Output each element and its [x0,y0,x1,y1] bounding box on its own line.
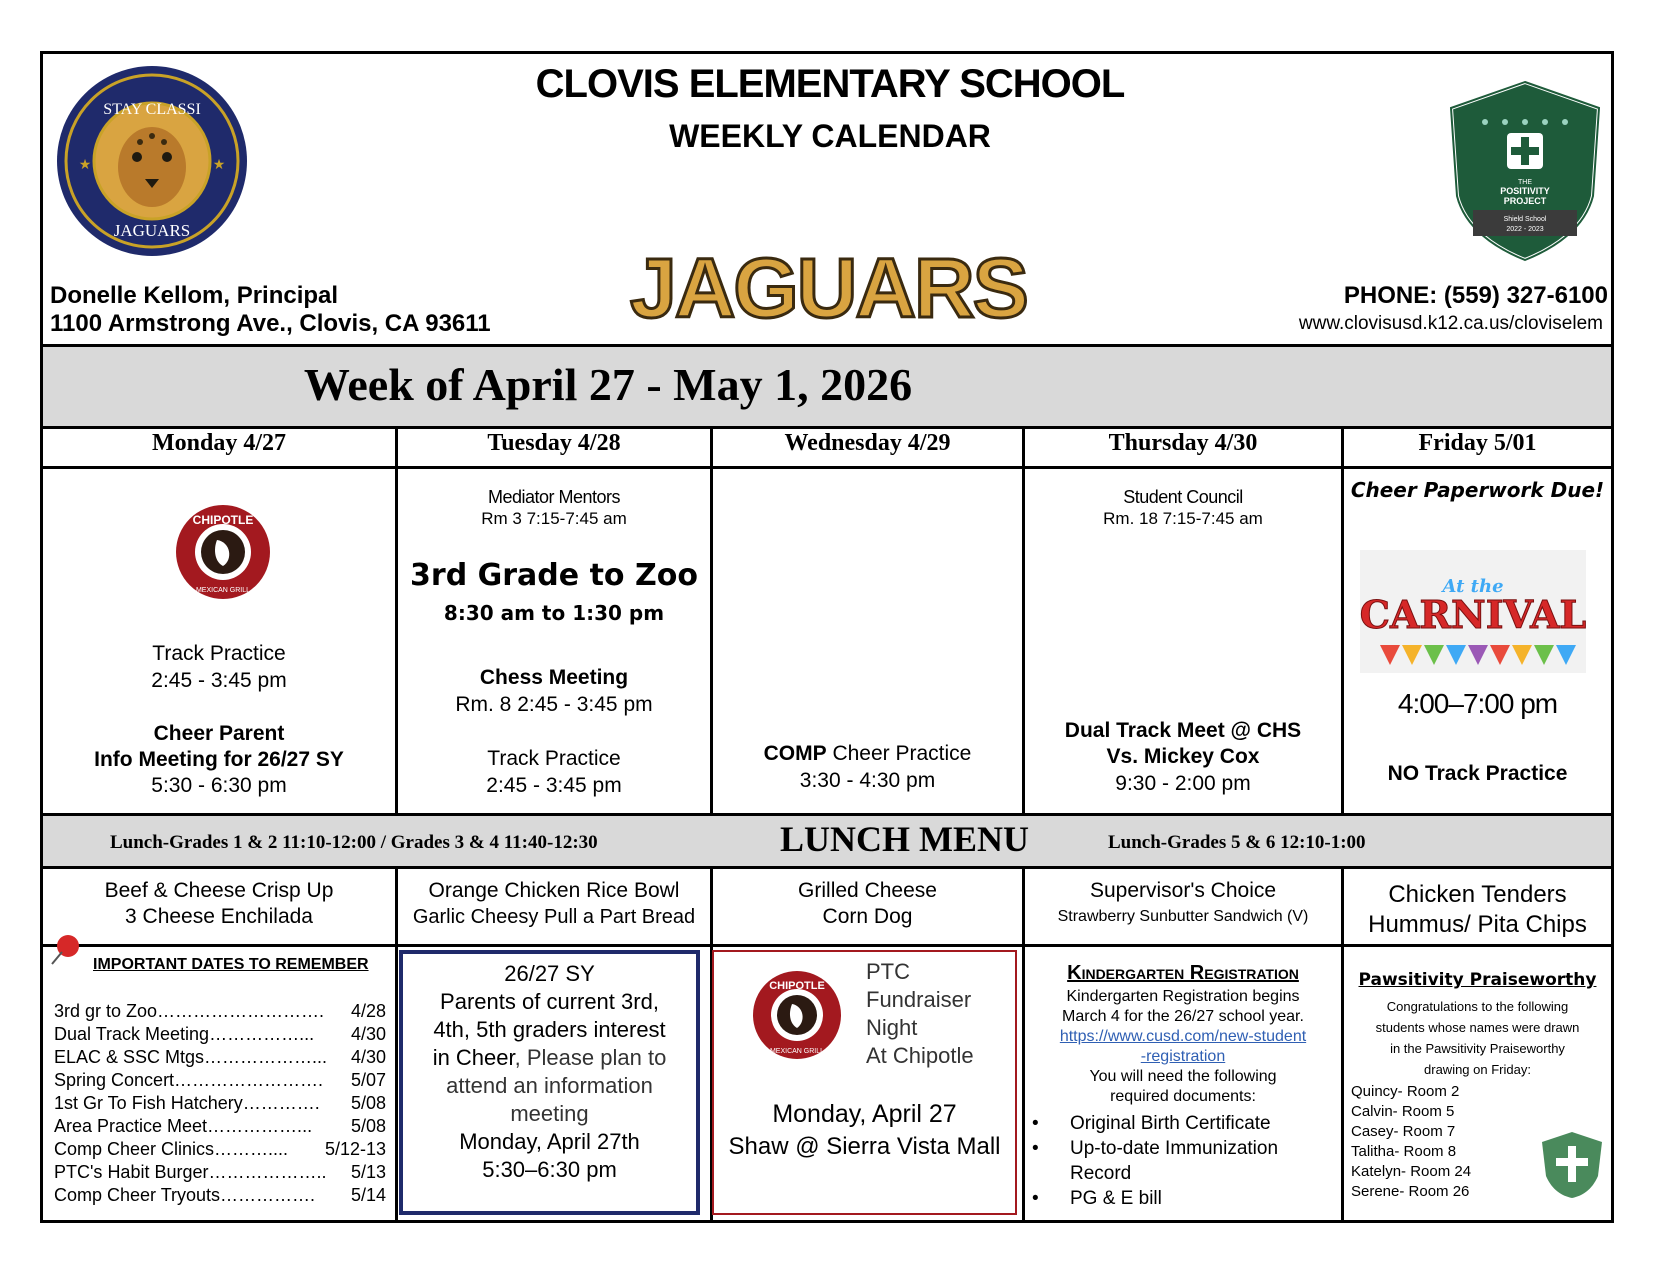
lunch-friday: Chicken Tenders Hummus/ Pita Chips [1368,881,1587,938]
school-name: CLOVIS ELEMENTARY SCHOOL [535,62,1125,106]
student-item: Katelyn- Room 24 [1351,1163,1472,1180]
student-item: Serene- Room 26 [1351,1183,1470,1200]
lunch-wednesday: Grilled Cheese Corn Dog [798,879,937,928]
cheer-info-box: 26/27 SY Parents of current 3rd, 4th, 5th graders interest in Cheer, Please plan to attend an information meeting Monday, April 27th 5:30–6:30 pm [399,950,700,1215]
kinder-info: Kindergarten Registration begins March 4 for the 26/27 school year. https://www.cusd.com/new-student -registration You will need the following required documents: [1025,987,1341,1107]
date-item: ELAC & SSC Mtgs………………... 4/30 [54,1047,386,1067]
ptc-fundraiser-box [712,950,1017,1215]
tuesday-chess-time: Rm. 8 2:45 - 3:45 pm [455,693,653,716]
positivity-shield-small-icon [1540,1130,1604,1200]
day-header-thursday: Thursday 4/30 [1108,430,1258,456]
svg-text:THE: THE [1518,179,1532,186]
svg-text:POSITIVITY: POSITIVITY [1500,186,1550,196]
monday-cheer-line1: Cheer Parent [153,722,285,745]
monday-cheer-time: 5:30 - 6:30 pm [151,774,287,797]
logo-top-text: STAY CLASSI [103,101,201,118]
kinder-docs-list: • Original Birth Certificate • Up-to-date Immunization Record • PG & E bill [1032,1113,1279,1209]
svg-text:★: ★ [212,156,226,172]
svg-text:PROJECT: PROJECT [1503,196,1547,206]
tuesday-track-time: 2:45 - 3:45 pm [486,774,622,797]
pawsitivity-title: Pawsitivity Praiseworthy [1358,970,1597,990]
tuesday-zoo-title: 3rd Grade to Zoo [410,558,698,593]
svg-text:CARNIVAL: CARNIVAL [1360,592,1586,637]
day-header-tuesday: Tuesday 4/28 [487,430,621,456]
thursday-meet-line2: Vs. Mickey Cox [1106,745,1260,768]
friday-no-track: NO Track Practice [1387,762,1568,785]
thursday-meet-line1: Dual Track Meet @ CHS [1064,719,1302,742]
date-item: 1st Gr To Fish Hatchery…………. 5/08 [54,1093,386,1113]
lunch-monday: Beef & Cheese Crisp Up 3 Cheese Enchilada [104,879,334,928]
svg-text:At the: At the [1442,576,1504,597]
date-item: Spring Concert……………………. 5/07 [54,1070,386,1090]
jaguars-title: JAGUARS [630,241,1027,335]
student-item: Calvin- Room 5 [1351,1103,1455,1120]
carnival-image [1360,550,1586,673]
day-header-friday: Friday 5/01 [1418,430,1537,456]
lunch-times-right: Lunch-Grades 5 & 6 12:10-1:00 [1108,832,1366,853]
lunch-tuesday: Orange Chicken Rice Bowl Garlic Cheesy Pull a Part Bread [412,879,696,928]
date-item: 3rd gr to Zoo………………………. 4/28 [54,1001,386,1021]
tuesday-chess-title: Chess Meeting [479,666,629,689]
kinder-title: Kindergarten Registration [1067,962,1299,984]
important-dates-list [54,1000,386,1207]
ptc-date: Monday, April 27 [772,1100,957,1128]
date-item: Comp Cheer Tryouts……………. 5/14 [54,1185,386,1205]
pushpin-icon [48,932,84,968]
pawsitivity-intro: Congratulations to the following students whose names were drawn in the Pawsitivity Praiseworthy drawing on Friday: [1375,999,1580,1077]
monday-cheer-line2: Info Meeting for 26/27 SY [94,748,344,771]
svg-text:MEXICAN GRILL: MEXICAN GRILL [195,587,251,594]
student-item: Quincy- Room 2 [1351,1083,1460,1100]
student-item: Talitha- Room 8 [1351,1143,1457,1160]
monday-track-time: 2:45 - 3:45 pm [151,669,287,692]
date-item: Area Practice Meet……………... 5/08 [54,1116,386,1136]
thursday-meet-time: 9:30 - 2:00 pm [1115,772,1251,795]
important-dates-title: IMPORTANT DATES TO REMEMBER [93,956,369,973]
week-title: Week of April 27 - May 1, 2026 [303,359,913,410]
chipotle-logo [175,504,271,600]
kinder-link-cont[interactable]: -registration [1140,1048,1226,1065]
svg-text:★: ★ [78,156,92,172]
svg-text:2022 - 2023: 2022 - 2023 [1506,226,1544,233]
tuesday-mediator-time: Rm 3 7:15-7:45 am [481,509,627,528]
thursday-council-title: Student Council [1123,487,1243,507]
svg-text:Shield School: Shield School [1503,216,1547,223]
logo-bottom-text: JAGUARS [113,221,191,240]
wednesday-comp-time: 3:30 - 4:30 pm [799,769,936,792]
school-phone: PHONE: (559) 327-6100 [1343,282,1608,309]
positivity-shield-icon [1445,78,1605,264]
tuesday-zoo-time: 8:30 am to 1:30 pm [443,601,665,625]
monday-track-title: Track Practice [152,642,286,665]
student-item: Casey- Room 7 [1351,1123,1456,1140]
day-header-wednesday: Wednesday 4/29 [784,430,951,456]
day-header-monday: Monday 4/27 [151,430,286,456]
svg-text:CHIPOTLE: CHIPOTLE [769,980,825,992]
school-address: 1100 Armstrong Ave., Clovis, CA 93611 [50,310,491,337]
friday-cheer-due: Cheer Paperwork Due! [1350,478,1605,502]
svg-text:MEXICAN GRILL: MEXICAN GRILL [769,1048,825,1055]
ptc-location: Shaw @ Sierra Vista Mall [728,1133,1001,1160]
date-item: PTC's Habit Burger……………….. 5/13 [54,1162,386,1182]
pawsitivity-students [1351,1082,1471,1202]
chipotle-logo [752,970,842,1060]
date-item: Dual Track Meeting……………... 4/30 [54,1024,386,1044]
tuesday-track-title: Track Practice [487,747,621,770]
lunch-times-left: Lunch-Grades 1 & 2 11:10-12:00 / Grades 3 & 4 11:40-12:30 [110,832,598,853]
school-website[interactable]: www.clovisusd.k12.ca.us/cloviselem [1298,313,1603,334]
principal-name: Donelle Kellom, Principal [50,282,339,309]
tuesday-mediator-title: Mediator Mentors [487,487,621,507]
lunch-menu-title: LUNCH MENU [780,819,1029,859]
date-item: Comp Cheer Clinics……….... 5/12-13 [54,1139,386,1159]
calendar-subtitle: WEEKLY CALENDAR [669,118,991,154]
ptc-text: PTC Fundraiser Night At Chipotle [866,959,974,1068]
jaguars-logo [55,64,250,259]
friday-carnival-time: 4:00–7:00 pm [1397,688,1558,719]
svg-text:CHIPOTLE: CHIPOTLE [192,513,254,527]
thursday-council-time: Rm. 18 7:15-7:45 am [1103,509,1263,528]
lunch-thursday: Supervisor's Choice Strawberry Sunbutter Sandwich (V) [1057,879,1309,925]
kinder-link[interactable]: https://www.cusd.com/new-student [1059,1028,1307,1045]
wednesday-comp-cheer: COMP Cheer Practice [763,742,972,765]
